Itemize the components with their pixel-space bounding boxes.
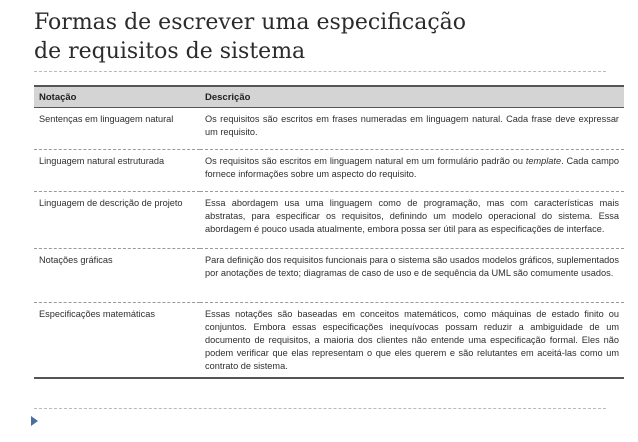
notation-cell: Linguagem natural estruturada <box>34 150 200 192</box>
notations-table <box>34 85 624 379</box>
notation-cell: Notações gráficas <box>34 249 200 303</box>
description-cell: Essa abordagem usa uma linguagem como de programação, mas com características mais abstratas, para especificar os requisitos, definindo um modelo operacional do sistema. Essa abordagem é pouco usada atualmente, embora possa ser útil para as especificações de interface. <box>200 192 624 249</box>
table-row <box>34 108 624 150</box>
notation-cell: Linguagem de descrição de projeto <box>34 192 200 249</box>
table-row <box>34 150 624 192</box>
slide-title-line-1: Formas de escrever uma especificação <box>34 10 467 35</box>
table-header-row <box>34 86 624 108</box>
title-divider <box>34 71 606 72</box>
description-cell: Essas notações são baseadas em conceitos matemáticos, como máquinas de estado finito ou conjuntos. Embora essas especificações inequívocas possam reduzir a ambiguidade de um documento de requisitos, a maioria dos clientes não entende uma especificação formal. Eles não podem verificar que elas representam o que eles querem e são relutantes em aceitá-las como um contrato de sistema. <box>205 309 619 371</box>
column-header-description: Descrição <box>200 86 624 108</box>
description-cell: Para definição dos requisitos funcionais para o sistema são usados modelos gráficos, suplementados por anotações de texto; diagramas de caso de uso e de sequência da UML são comumente usados. <box>200 249 624 303</box>
description-cell: Os requisitos são escritos em frases numeradas em linguagem natural. Cada frase deve expressar um requisito. <box>200 108 624 150</box>
triangle-right-icon <box>31 416 38 426</box>
description-text: . Cada campo fornece informações sobre um aspecto do requisito. <box>205 156 619 179</box>
description-cell <box>200 150 624 192</box>
notation-cell: Sentenças em linguagem natural <box>34 108 200 150</box>
notation-cell: Especificações matemáticas <box>39 309 155 319</box>
column-header-notation: Notação <box>34 86 200 108</box>
table-row <box>34 249 624 303</box>
table-row <box>34 303 624 379</box>
slide-title <box>34 8 614 66</box>
description-emphasis: template <box>525 156 562 166</box>
slide-title-line-2: de requisitos de sistema <box>34 39 306 64</box>
footer-divider <box>34 408 606 409</box>
description-text: Os requisitos são escritos em linguagem natural em um formulário padrão ou <box>205 156 526 166</box>
table-row <box>34 192 624 249</box>
